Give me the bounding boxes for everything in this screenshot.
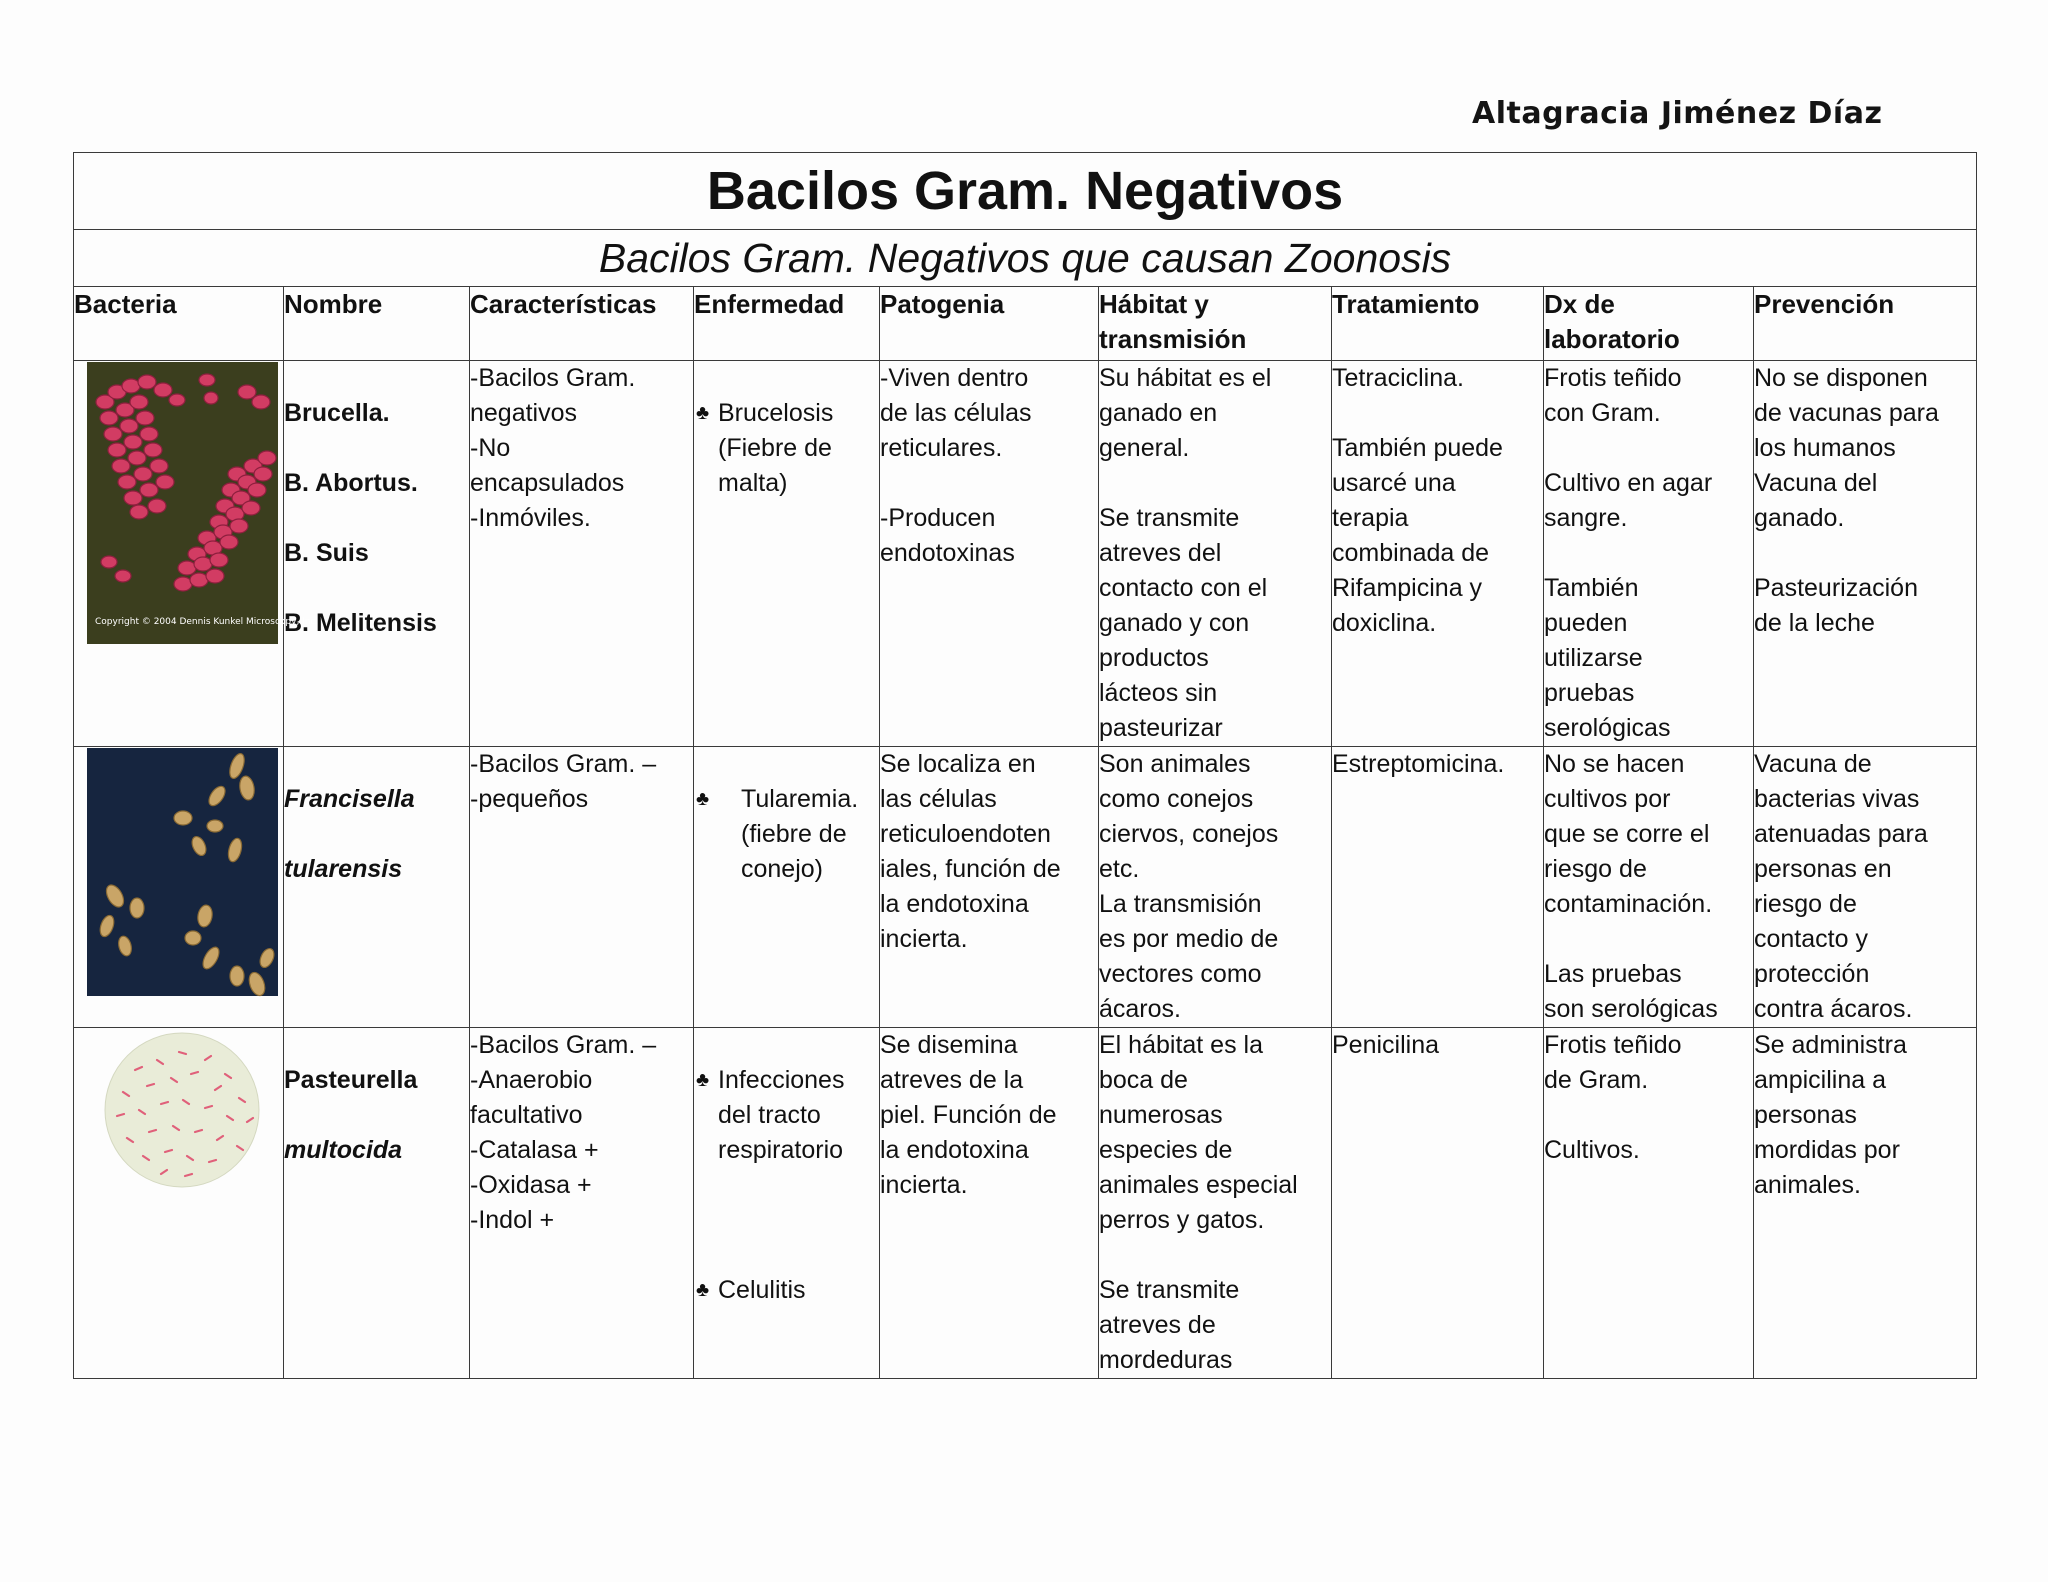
nombre-line: Pasteurella	[284, 1066, 418, 1094]
col-header-patogenia: Patogenia	[880, 287, 1099, 361]
disease-text: Celulitis	[718, 1276, 806, 1304]
disease-item	[696, 1273, 879, 1308]
bacteria-image-cell	[74, 1028, 284, 1379]
bacteria-table	[73, 152, 1977, 1379]
enfermedad-cell	[694, 361, 880, 747]
table-title: Bacilos Gram. Negativos	[74, 153, 1977, 230]
nombre-line: B. Suis	[284, 539, 369, 567]
club-bullet-icon: ♣	[696, 1279, 710, 1301]
enfermedad-cell	[694, 747, 880, 1028]
dx-cell: No se hacen cultivos por que se corre el riesgo de contaminación. Las pruebas son serológicas	[1544, 747, 1754, 1028]
tratamiento-cell: Estreptomicina.	[1332, 747, 1544, 1028]
bacteria-image-cell	[74, 361, 319, 747]
enfermedad-cell	[694, 1028, 880, 1379]
tratamiento-cell: Tetraciclina. También puede usarcé una terapia combinada de Rifampicina y doxiclina.	[1332, 361, 1544, 747]
bacteria-image-cell	[74, 747, 284, 1028]
prevencion-cell: Se administra ampicilina a personas mordidas por animales.	[1754, 1028, 1977, 1379]
table-subtitle: Bacilos Gram. Negativos que causan Zoonosis	[74, 230, 1977, 287]
col-header-dx: Dx de laboratorio	[1544, 287, 1754, 361]
table-row	[74, 361, 1977, 747]
club-bullet-icon: ♣	[696, 402, 710, 424]
disease-item	[696, 1063, 879, 1168]
image-caption: Copyright © 2004 Dennis Kunkel Microscopy, Inc.	[95, 617, 319, 627]
club-bullet-icon: ♣	[696, 788, 710, 810]
header-row	[74, 287, 1977, 361]
col-header-bacteria: Bacteria	[74, 287, 284, 361]
nombre-cell	[284, 1028, 470, 1379]
author-name: Altagracia Jiménez Díaz	[1472, 96, 1883, 131]
prevencion-cell: No se disponen de vacunas para los humanos Vacuna del ganado. Pasteurización de la leche	[1754, 361, 1977, 747]
club-bullet-icon: ♣	[696, 1069, 710, 1091]
patogenia-cell: Se disemina atreves de la piel. Función de la endotoxina incierta.	[880, 1028, 1099, 1379]
nombre-line: B. Abortus.	[284, 469, 418, 497]
nombre-line: tularensis	[284, 855, 403, 883]
disease-text: Tularemia. (fiebre de conejo)	[741, 785, 859, 883]
col-header-nombre: Nombre	[284, 287, 470, 361]
nombre-line: multocida	[284, 1136, 403, 1164]
table-row	[74, 747, 1977, 1028]
col-header-enfermedad: Enfermedad	[694, 287, 880, 361]
col-header-tratamiento: Tratamiento	[1332, 287, 1544, 361]
disease-item	[696, 396, 879, 501]
table-row	[74, 1028, 1977, 1379]
habitat-cell: Su hábitat es el ganado en general. Se transmite atreves del contacto con el ganado y con productos lácteos sin pasteurizar	[1099, 361, 1332, 747]
tratamiento-cell: Penicilina	[1332, 1028, 1544, 1379]
col-header-prevencion: Prevención	[1754, 287, 1977, 361]
nombre-line: B. Melitensis	[284, 609, 437, 637]
nombre-cell	[284, 747, 470, 1028]
brucella-micrograph	[87, 362, 319, 644]
spacer	[696, 1203, 879, 1238]
disease-text: Infecciones del tracto respiratorio	[718, 1066, 845, 1164]
francisella-micrograph	[87, 748, 278, 996]
dx-cell: Frotis teñido de Gram. Cultivos.	[1544, 1028, 1754, 1379]
nombre-line: Francisella	[284, 785, 415, 813]
patogenia-cell: -Viven dentro de las células reticulares. -Producen endotoxinas	[880, 361, 1099, 747]
caracteristicas-cell: -Bacilos Gram. – -Anaerobio facultativo -Catalasa + -Oxidasa + -Indol +	[470, 1028, 694, 1379]
nombre-line: Brucella.	[284, 399, 390, 427]
caracteristicas-cell: -Bacilos Gram. negativos -No encapsulados -Inmóviles.	[470, 361, 694, 747]
dx-cell: Frotis teñido con Gram. Cultivo en agar sangre. También pueden utilizarse pruebas serológicas	[1544, 361, 1754, 747]
nombre-cell	[284, 361, 470, 747]
habitat-cell: El hábitat es la boca de numerosas especies de animales especial perros y gatos. Se transmite atreves de mordeduras	[1099, 1028, 1332, 1379]
col-header-caracteristicas: Características	[470, 287, 694, 361]
caracteristicas-cell: -Bacilos Gram. – -pequeños	[470, 747, 694, 1028]
habitat-cell: Son animales como conejos ciervos, conejos etc. La transmisión es por medio de vectores como ácaros.	[1099, 747, 1332, 1028]
disease-text: Brucelosis (Fiebre de malta)	[718, 399, 834, 497]
patogenia-cell: Se localiza en las células reticuloendoten iales, función de la endotoxina incierta.	[880, 747, 1099, 1028]
col-header-habitat: Hábitat y transmisión	[1099, 287, 1332, 361]
disease-item	[696, 782, 879, 887]
prevencion-cell: Vacuna de bacterias vivas atenuadas para personas en riesgo de contacto y protección contra ácaros.	[1754, 747, 1977, 1028]
pasteurella-micrograph	[87, 1030, 278, 1190]
